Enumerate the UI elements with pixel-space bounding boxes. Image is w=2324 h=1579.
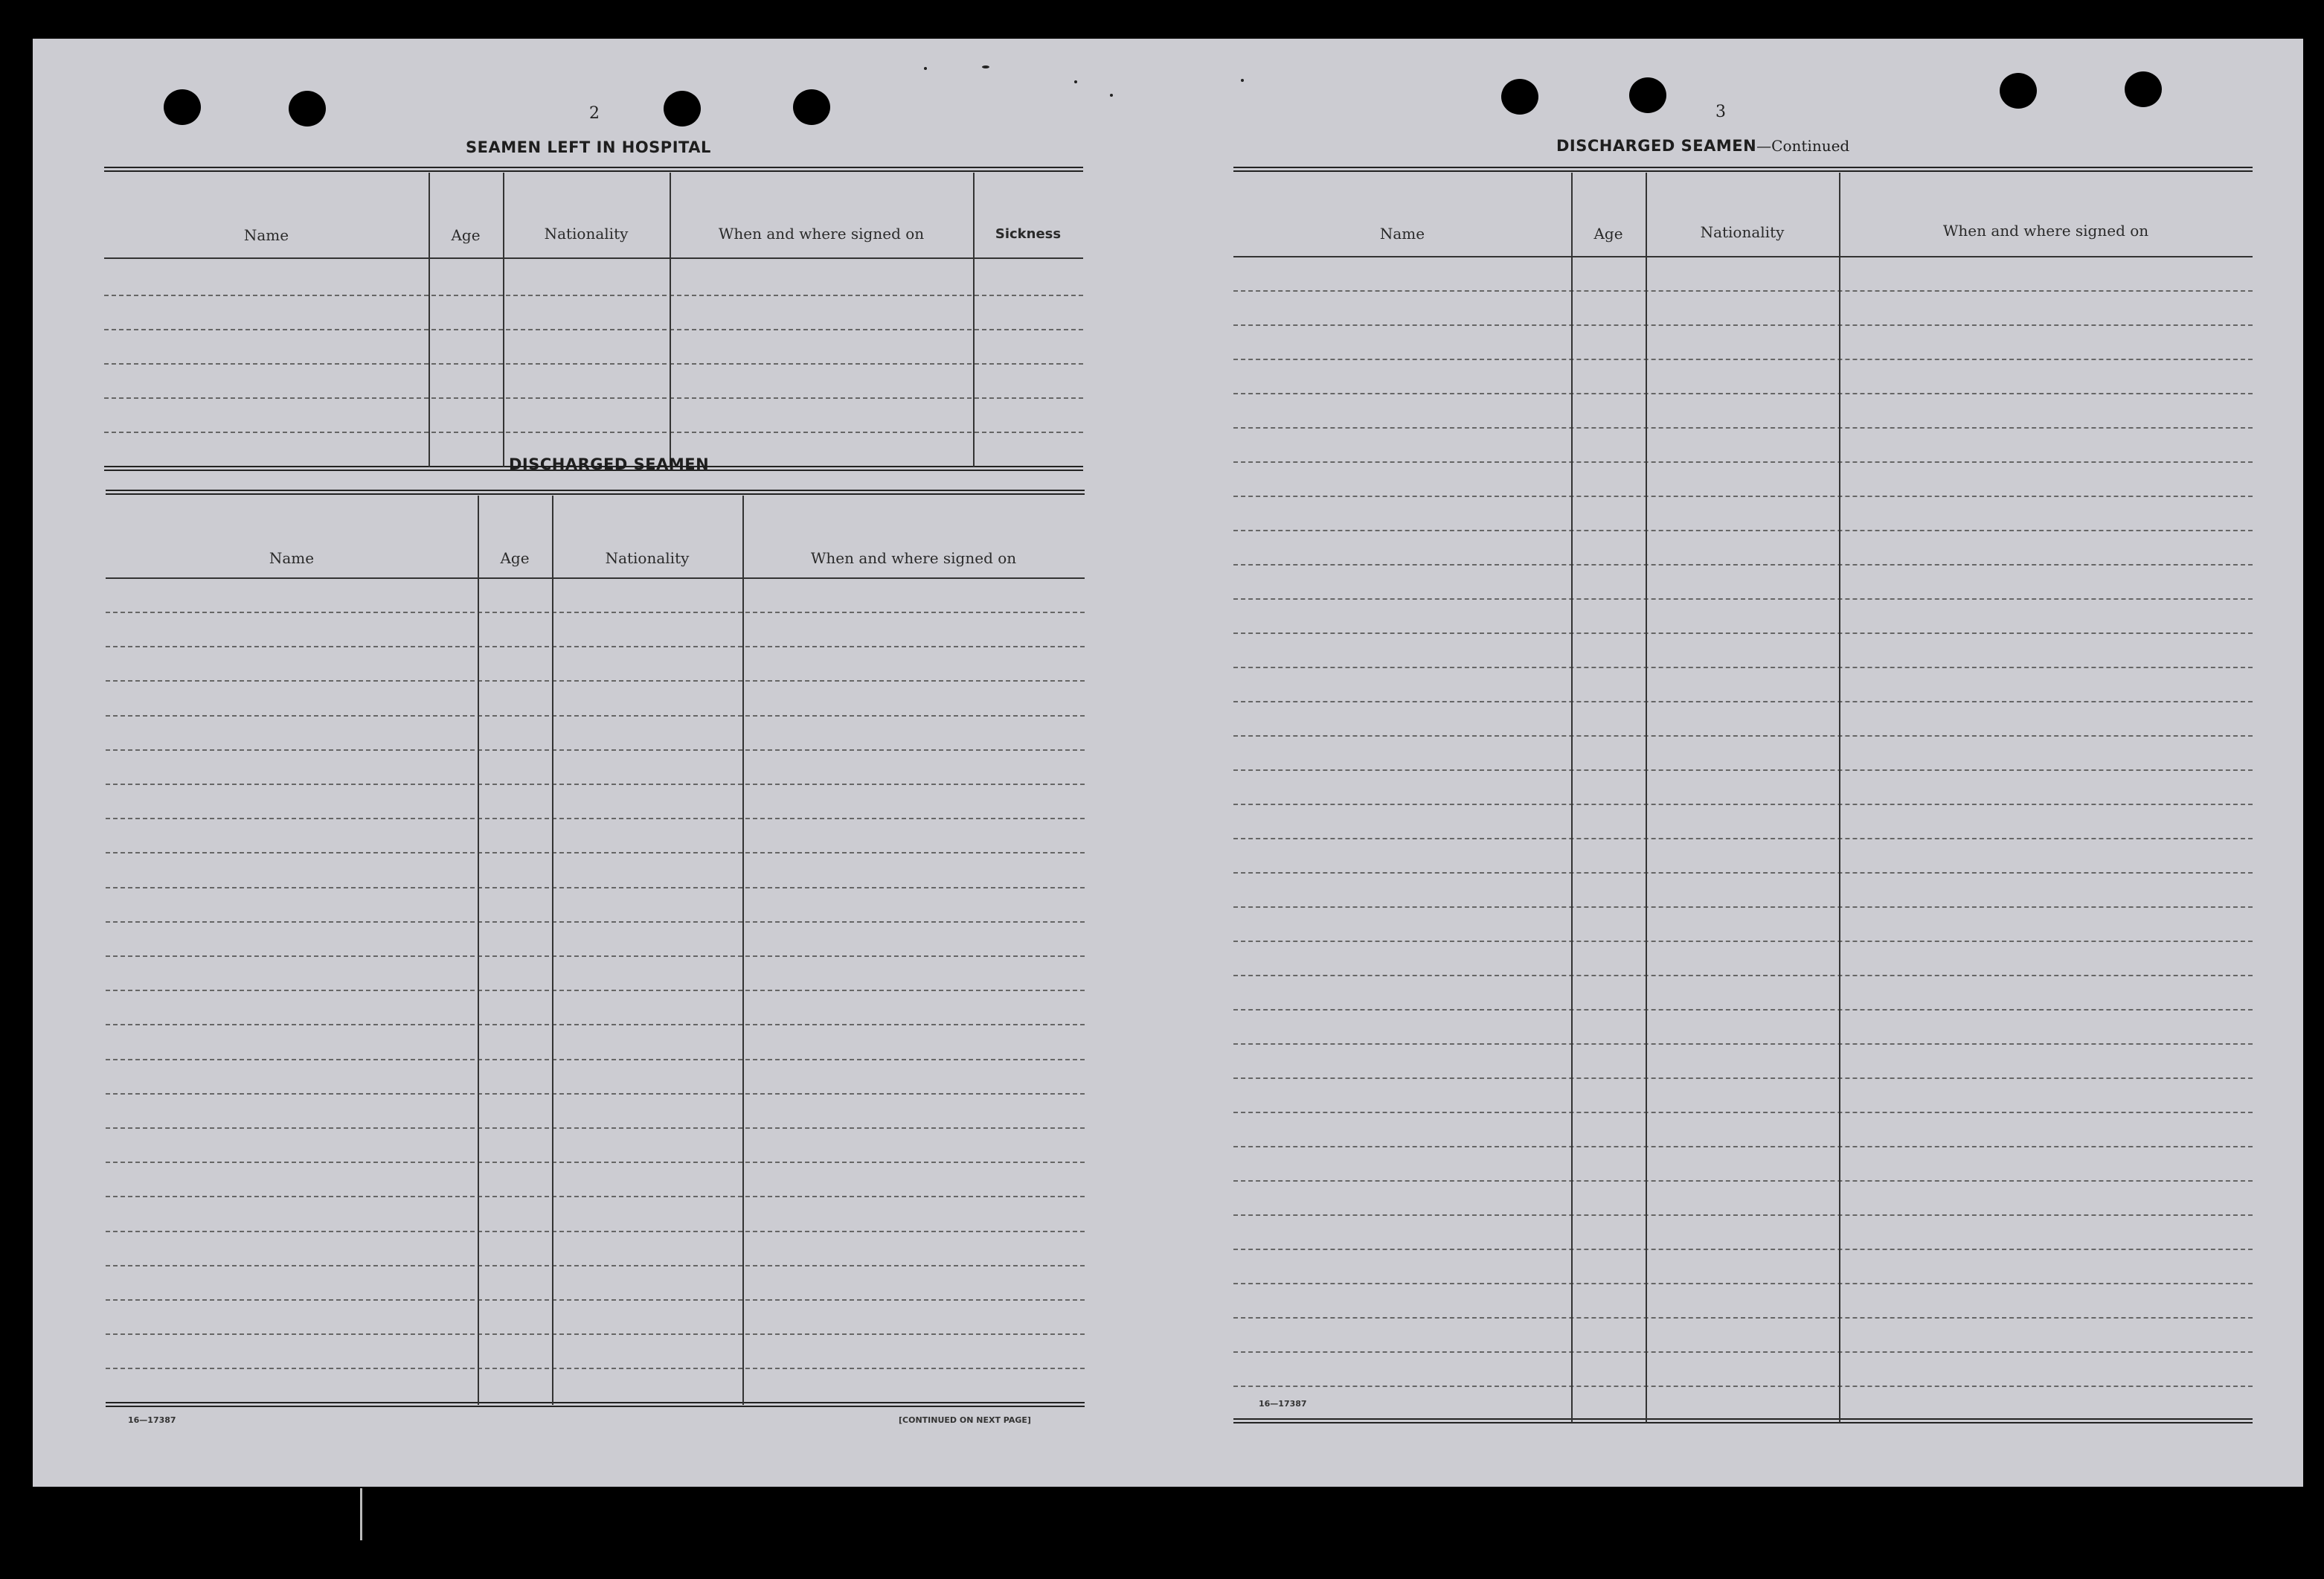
punch-hole xyxy=(1501,79,1538,115)
ruled-row-line xyxy=(1233,906,2253,908)
ruled-row-line xyxy=(1233,1249,2253,1250)
punch-hole xyxy=(2125,71,2162,107)
ruled-row-line xyxy=(106,1299,1085,1301)
column-header-nationality: Nationality xyxy=(605,549,690,567)
ruled-row-line xyxy=(1233,598,2253,600)
ruled-row-line xyxy=(106,1368,1085,1369)
speck xyxy=(924,67,927,70)
ruled-row-line xyxy=(1233,1214,2253,1216)
ruled-row-line xyxy=(106,1265,1085,1266)
ruled-row-line xyxy=(106,1162,1085,1163)
punch-hole xyxy=(164,89,201,125)
column-header-name: Name xyxy=(1379,225,1425,243)
ruled-row-line xyxy=(1233,461,2253,463)
ruled-row-line xyxy=(1233,530,2253,531)
ruled-row-line xyxy=(1233,872,2253,874)
column-header-sickness: Sickness xyxy=(995,226,1062,242)
discharged-table-title: DISCHARGED SEAMEN xyxy=(509,455,710,473)
ruled-row-line xyxy=(1233,701,2253,702)
ruled-row-line xyxy=(106,921,1085,923)
ruled-row-line xyxy=(1233,496,2253,497)
ruled-row-line xyxy=(106,1127,1085,1129)
column-header-name: Name xyxy=(269,549,315,567)
discharged-table-left xyxy=(106,490,1085,1450)
ruled-row-line xyxy=(1233,1146,2253,1147)
column-header-age: Age xyxy=(451,226,481,244)
ruled-row-line xyxy=(1233,564,2253,566)
ruled-row-line xyxy=(106,680,1085,682)
ruled-row-line xyxy=(1233,804,2253,805)
ruled-row-line xyxy=(106,852,1085,853)
form-sheet xyxy=(33,39,2303,1487)
ruled-row-line xyxy=(1233,290,2253,292)
ruled-row-line xyxy=(106,1059,1085,1060)
form-number-right: 16—17387 xyxy=(1259,1399,1307,1409)
ruled-row-line xyxy=(1233,1112,2253,1113)
column-header-signed-on: When and where signed on xyxy=(718,225,925,243)
column-header-signed-on: When and where signed on xyxy=(1942,222,2149,240)
ruled-row-line xyxy=(1233,632,2253,634)
ruled-row-line xyxy=(1233,1351,2253,1353)
form-number-left: 16—17387 xyxy=(128,1415,176,1425)
ruled-row-line xyxy=(106,784,1085,785)
ruled-row-line xyxy=(1233,735,2253,737)
punch-hole xyxy=(2000,73,2037,109)
column-header-nationality: Nationality xyxy=(1700,223,1785,241)
ruled-row-line xyxy=(106,1196,1085,1197)
ruled-row-line xyxy=(1233,1317,2253,1319)
page-number-left: 2 xyxy=(589,104,600,123)
ruled-row-line xyxy=(1233,1180,2253,1182)
ruled-row-line xyxy=(1233,1077,2253,1079)
speck xyxy=(1074,80,1077,83)
ruled-row-line xyxy=(1233,359,2253,360)
ruled-row-line xyxy=(1233,1009,2253,1011)
discharged-table-right xyxy=(1233,167,2253,1432)
hospital-table-title: SEAMEN LEFT IN HOSPITAL xyxy=(466,138,711,156)
discharged-title-suffix: —Continued xyxy=(1756,137,1850,155)
ruled-row-line xyxy=(1233,393,2253,394)
ruled-row-line xyxy=(1233,769,2253,771)
column-header-nationality: Nationality xyxy=(544,225,629,243)
page-number-right: 3 xyxy=(1715,103,1726,121)
ruled-row-line xyxy=(1233,427,2253,429)
column-header-name: Name xyxy=(243,226,289,244)
speck xyxy=(982,65,989,68)
ruled-row-line xyxy=(106,749,1085,751)
speck xyxy=(1241,79,1244,82)
speck xyxy=(1110,94,1113,97)
ruled-row-line xyxy=(106,612,1085,613)
ruled-row-line xyxy=(106,818,1085,819)
ruled-row-line xyxy=(1233,324,2253,326)
ruled-row-line xyxy=(106,1093,1085,1095)
ruled-row-line xyxy=(1233,1043,2253,1045)
ruled-row-line xyxy=(106,1024,1085,1025)
edge-mark xyxy=(360,1488,362,1540)
ruled-row-line xyxy=(1233,941,2253,942)
ruled-row-line xyxy=(1233,1386,2253,1387)
column-header-age: Age xyxy=(500,549,530,567)
ruled-row-line xyxy=(1233,838,2253,839)
ruled-row-line xyxy=(106,990,1085,991)
discharged-title-main: DISCHARGED SEAMEN xyxy=(1556,137,1757,155)
ruled-row-line xyxy=(1233,975,2253,976)
ruled-row-line xyxy=(106,1333,1085,1335)
continued-note: [CONTINUED ON NEXT PAGE] xyxy=(899,1415,1031,1425)
hospital-table xyxy=(104,167,1083,479)
ruled-row-line xyxy=(106,715,1085,717)
ruled-row-line xyxy=(1233,667,2253,668)
column-header-age: Age xyxy=(1593,225,1623,243)
punch-hole xyxy=(289,91,326,126)
punch-hole xyxy=(664,91,701,126)
punch-hole xyxy=(1629,77,1666,113)
ruled-row-line xyxy=(106,955,1085,957)
ruled-row-line xyxy=(106,1231,1085,1232)
ruled-row-line xyxy=(1233,1283,2253,1284)
ruled-row-line xyxy=(106,887,1085,888)
discharged-continued-title xyxy=(1556,137,1849,155)
ruled-row-line xyxy=(106,646,1085,647)
punch-hole xyxy=(793,89,830,125)
column-header-signed-on: When and where signed on xyxy=(810,549,1017,567)
